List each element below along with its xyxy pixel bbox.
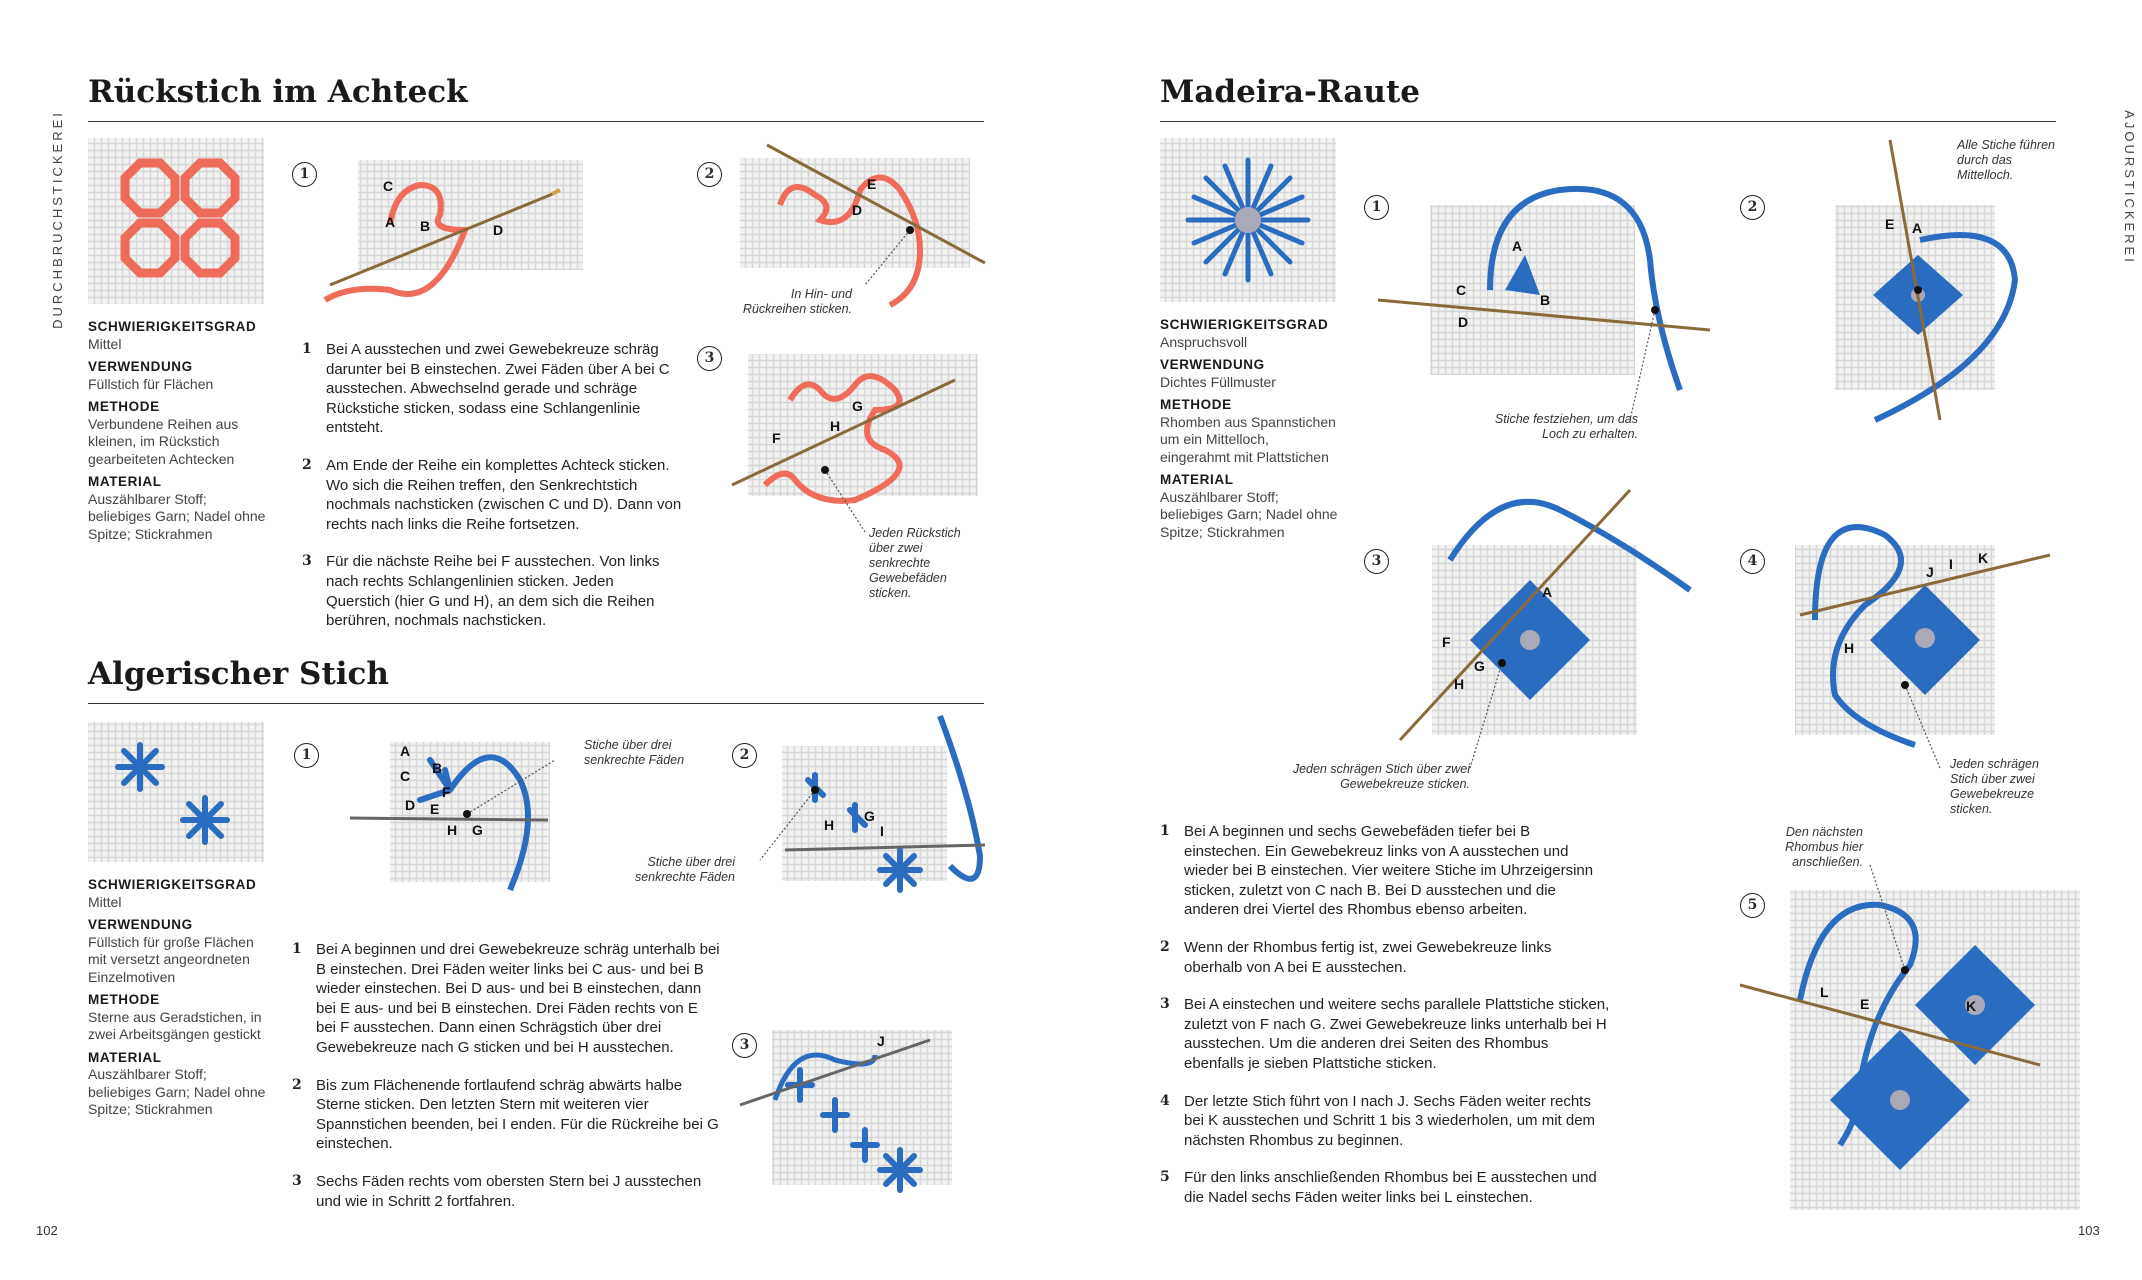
step-item: 1 Bei A beginnen und drei Gewebekreuze schräg unterhalb bei B einstechen. Drei Fäden weiter links bei C aus- und bei B wieder einstechen. Bei D aus- und bei B einstechen, dann bei E aus- und bei B einstechen. Drei Fäden rechts von E bei F ausstechen. Dann einen Schrägstich über drei Gewebekreuze nach G sticken und bei H ausstechen. [292,941,720,1056]
step-number-badge: 5 [1740,893,1765,918]
point-label: A [1542,584,1553,600]
point-label: F [442,784,451,800]
point-label: I [880,823,884,839]
point-label: E [1885,216,1895,232]
point-label: E [430,801,440,817]
point-label: E [867,176,877,192]
step-number-badge: 3 [732,1033,757,1058]
point-label: A [1512,238,1523,254]
step-item: 3 Für die nächste Reihe bei F ausstechen. Von links nach rechts Schlangenlinien sticken. Jeden Querstich (hier G und H), an dem sich die Reihen berühren, nochmals nachsticken. [302,553,660,630]
step-number-badge: 2 [697,162,722,187]
step-item: 1 Bei A ausstechen und zwei Gewebekreuze schräg darunter bei B einstechen. Zwei Fäden über A bei C ausstechen. Abwechselnd gerade und schräge Rückstiche sticken, sodass eine Schlangenlinie entsteht. [302,341,670,437]
step-item: 1 Bei A beginnen und sechs Gewebefäden tiefer bei B einstechen. Ein Gewebekreuz links von A ausstechen und wieder bei B einstechen. Vier weitere Stiche im Uhrzeigersinn sticken, zuletzt von C nach B. Bei D ausstechen und die anderen drei Viertel des Rhombus ebenso arbeiten. [1160,823,1594,919]
point-label: K [1978,550,1989,566]
point-label: B [432,760,443,776]
step-number-badge: 3 [697,346,722,371]
point-label: H [830,418,841,434]
point-label: H [1454,676,1465,692]
point-label: H [447,822,458,838]
step-item: 2 Wenn der Rhombus fertig ist, zwei Gewebekreuze links oberhalb von A bei E ausstechen. [1160,938,1552,976]
step-number-badge: 3 [1364,549,1389,574]
diagram-a1 [350,742,550,890]
step-number-badge: 1 [1364,195,1389,220]
step-item: 4 Der letzte Stich führt von I nach J. Sechs Fäden weiter rechts bei K ausstechen und Schritt 1 bis 3 wiederholen, um mit dem nächsten Rhombus zu beginnen. [1160,1092,1596,1149]
point-label: A [400,743,411,759]
point-label: G [852,398,863,414]
title-rule [88,703,984,704]
point-label: C [400,768,411,784]
point-label: D [852,202,863,218]
point-label: G [1474,658,1485,674]
step-number-badge: 4 [1740,549,1765,574]
caption: Jeden Rückstich über zwei senkrechte Gewebefäden sticken. [869,526,961,600]
diagram-r1 [325,160,583,300]
swatch-algerisch [88,722,264,862]
side-tab-right: AJOURSTICKEREI [2121,110,2137,265]
section-title-madeira: Madeira-Raute [1160,74,1421,110]
diagram-r2 [740,145,985,305]
diagram-m1 [1378,189,1710,390]
step-number-badge: 1 [294,743,319,768]
point-label: F [772,430,781,446]
point-label: K [1966,998,1977,1014]
point-label: J [877,1033,885,1049]
step-number-badge: 2 [1740,195,1765,220]
swatch-rueckstich [88,138,264,304]
caption: Jeden schrägen Stich über zwei Gewebekreuze sticken. [1950,757,2039,816]
point-label: B [1540,292,1551,308]
point-label: A [1912,220,1923,236]
diagram-r3 [732,354,978,501]
caption: Alle Stiche führen durch das Mittelloch. [1957,138,2055,182]
page-number-left: 102 [36,1223,58,1238]
caption: Stiche über drei senkrechte Fäden [584,738,685,767]
point-label: F [1442,634,1451,650]
point-label: C [383,178,394,194]
step-item: 5 Für den links anschließenden Rhombus bei E ausstechen und die Nadel sechs Fäden weiter links bei L einstechen. [1160,1169,1597,1206]
point-label: B [420,218,431,234]
point-label: A [385,214,396,230]
diagram-m4 [1795,527,2050,745]
point-label: D [493,222,504,238]
caption: Stiche festziehen, um das Loch zu erhalten. [1494,412,1638,441]
info-madeira: SCHWIERIGKEITSGRAD Anspruchsvoll VERWENDUNG Dichtes Füllmuster METHODE Rhomben aus Spannstichen um ein Mittelloch, eingerahmt mit Plattstichen MATERIAL Auszählbarer Stoff; beliebiges Garn; Nadel ohne Spitze; Stickrahmen [1160,317,1338,540]
swatch-madeira [1160,138,1336,302]
point-label: E [1860,996,1870,1012]
caption: Stiche über drei senkrechte Fäden [634,855,735,884]
diagram-m5 [1740,890,2080,1210]
point-label: D [405,797,416,813]
step-item: 2 Am Ende der Reihe ein komplettes Achteck sticken. Wo sich die Reihen treffen, den Senkrechtstich nochmals nachsticken (zwischen C und D). Dann von rechts nach links die Reihe fortsetzen. [302,456,682,533]
point-label: L [1820,984,1829,1000]
point-label: G [864,808,875,824]
info-algerisch: SCHWIERIGKEITSGRAD Mittel VERWENDUNG Füllstich für große Flächen mit versetzt angeordneten Einzelmotiven METHODE Sterne aus Geradstichen, in zwei Arbeitsgängen gestickt MATERIAL Auszählbarer Stoff; beliebiges Garn; Nadel ohne Spitze; Stickrahmen [88,877,266,1117]
title-rule [1160,121,2056,122]
step-item: 3 Sechs Fäden rechts vom obersten Stern bei J ausstechen und wie in Schritt 2 fortfahren. [292,1172,702,1210]
caption: In Hin- und Rückreihen sticken. [742,287,852,316]
diagram-a3 [740,1030,952,1190]
steps-rueckstich [302,340,682,649]
title-rule [88,121,984,122]
step-item: 3 Bei A einstechen und weitere sechs parallele Plattstiche sticken, zuletzt von F nach G. Zwei Gewebekreuze links unterhalb bei H ausstechen. Um die anderen drei Seiten des Rhombus ebenfalls je sieben Plattstiche sticken. [1160,996,1610,1072]
point-label: G [472,822,483,838]
diagram-a2 [782,716,985,890]
section-title-rueckstich: Rückstich im Achteck [88,74,468,110]
side-tab-left: DURCHBRUCHSTICKEREI [49,110,65,329]
point-label: J [1926,564,1934,580]
point-label: H [824,817,835,833]
steps-madeira [1160,822,1610,1226]
caption: Den nächsten Rhombus hier anschließen. [1785,825,1863,869]
page-number-right: 103 [2078,1223,2100,1238]
step-number-badge: 1 [292,162,317,187]
point-label: C [1456,282,1467,298]
info-rueckstich: SCHWIERIGKEITSGRAD Mittel VERWENDUNG Füllstich für Flächen METHODE Verbundene Reihen aus kleinen, im Rückstich gearbeiteten Achtecken MATERIAL Auszählbarer Stoff; beliebiges Garn; Nadel ohne Spitze; Stickrahmen [88,319,266,542]
point-label: H [1844,640,1855,656]
steps-algerisch [292,940,722,1229]
step-number-badge: 2 [732,743,757,768]
diagram-m3 [1400,490,1690,740]
step-item: 2 Bis zum Flächenende fortlaufend schräg abwärts halbe Sterne sticken. Den letzten Stern mit weiteren vier Spannstichen beenden, bei I enden. Für die Rückreihe bei G einstechen. [292,1076,719,1153]
point-label: D [1458,314,1469,330]
section-title-algerisch: Algerischer Stich [88,656,389,692]
caption: Jeden schrägen Stich über zwei Gewebekreuze sticken. [1292,762,1470,791]
point-label: I [1949,556,1953,572]
